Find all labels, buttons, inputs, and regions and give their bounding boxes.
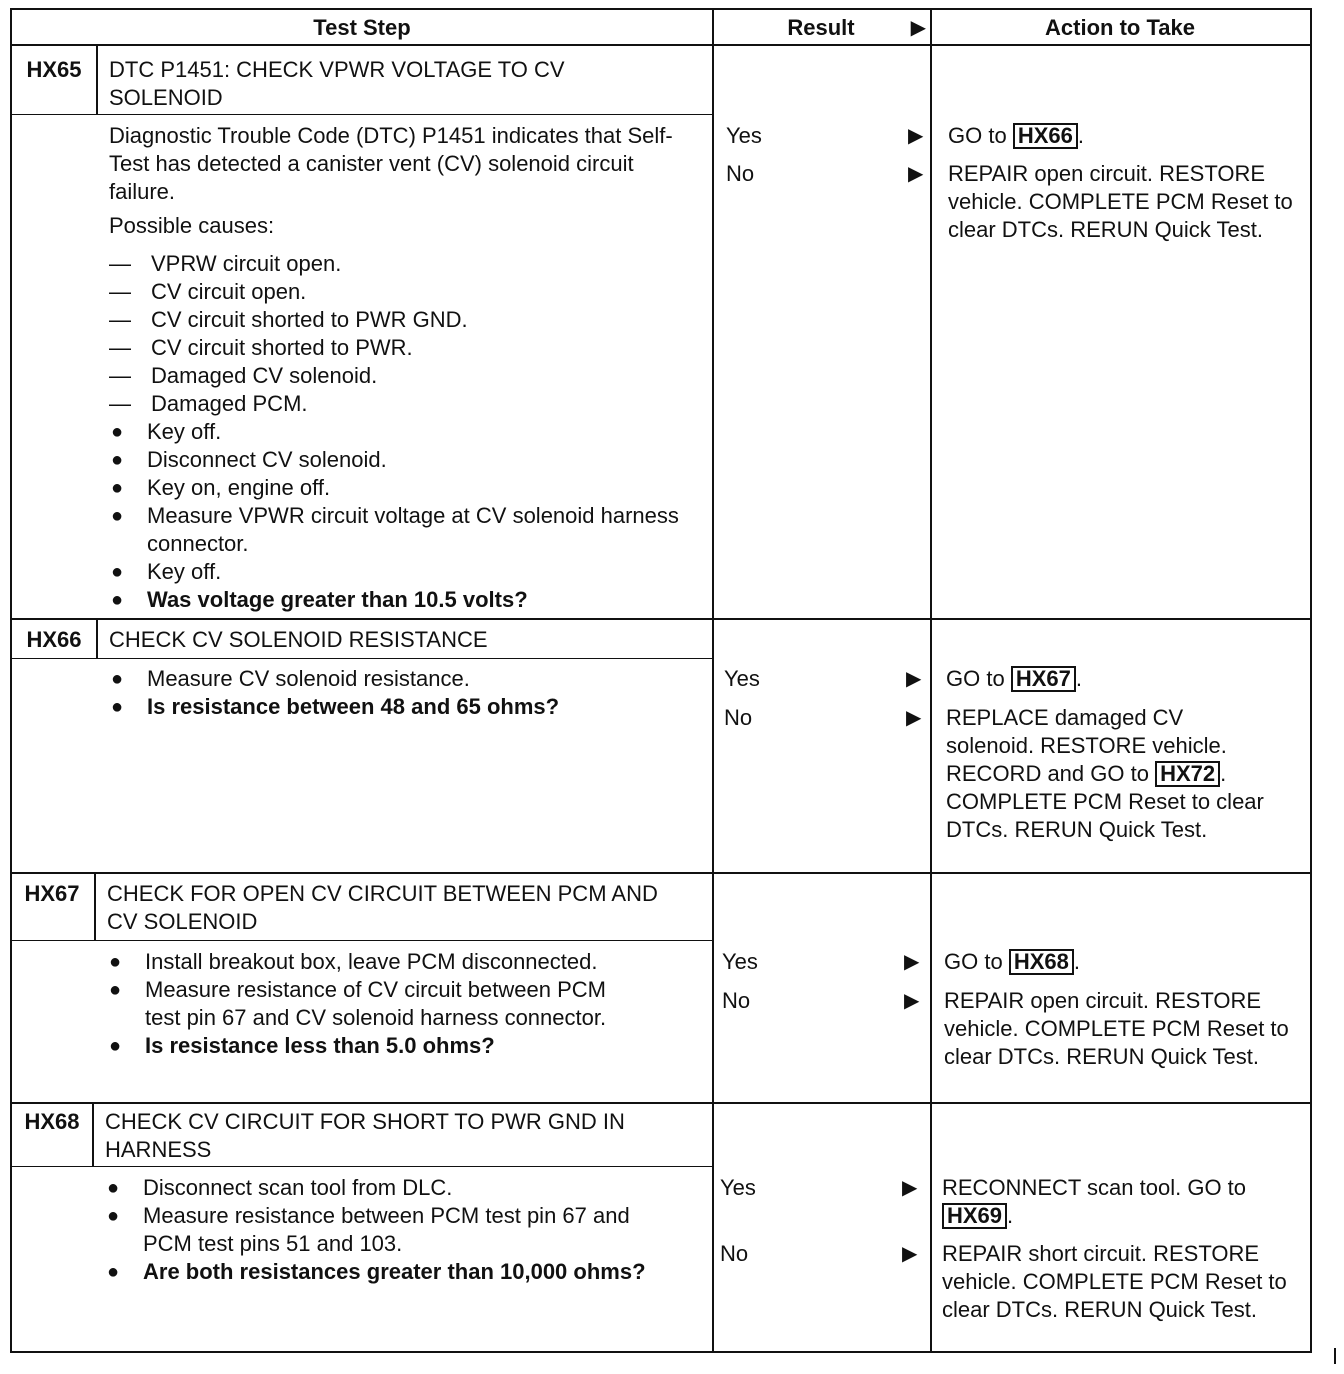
bullet-question: ● Is resistance between 48 and 65 ohms? bbox=[111, 694, 560, 719]
header-result-label: Result bbox=[787, 15, 855, 40]
result-no: No bbox=[724, 705, 753, 730]
step-id: HX66 bbox=[26, 627, 82, 652]
dash-icon: — bbox=[109, 363, 131, 388]
arrow-icon: ▶ bbox=[908, 125, 924, 147]
bullet-item: ● Measure resistance of CV circuit between PCM test pin 67 and CV solenoid harness connector. bbox=[109, 977, 607, 1030]
bullet-icon: ● bbox=[107, 1261, 120, 1283]
step-body bbox=[107, 948, 707, 1060]
bullet-icon: ● bbox=[111, 696, 124, 718]
step-title-rule bbox=[12, 940, 712, 941]
step-body bbox=[109, 665, 699, 721]
result-yes: Yes bbox=[720, 1175, 756, 1200]
dash-icon: — bbox=[109, 391, 131, 416]
diagnostic-table bbox=[10, 8, 1312, 1353]
step-title: CHECK CV SOLENOID RESISTANCE bbox=[109, 627, 488, 652]
bullet-icon: ● bbox=[111, 421, 124, 443]
bullet-item: ● Key off. bbox=[111, 559, 222, 584]
step-title: CHECK CV CIRCUIT FOR SHORT TO PWR GND IN HARNESS bbox=[105, 1109, 625, 1162]
step-divider bbox=[12, 872, 1310, 874]
step-body bbox=[109, 122, 699, 614]
cause-item: — Damaged CV solenoid. bbox=[109, 363, 378, 388]
result-no: No bbox=[720, 1241, 749, 1266]
step-link-HX72[interactable]: HX72 bbox=[1155, 761, 1220, 787]
action-yes: GO to HX68 . bbox=[944, 949, 1080, 974]
margin-mark bbox=[1334, 1348, 1336, 1364]
causes-label: Possible causes: bbox=[109, 213, 275, 238]
action-no: REPLACE damaged CV solenoid. RESTORE vehicle. RECORD and GO to HX72 . COMPLETE PCM Reset to clear DTCs. RERUN Quick Test. bbox=[946, 705, 1264, 842]
step-intro: Diagnostic Trouble Code (DTC) P1451 indicates that Self-Test has detected a canister vent (CV) solenoid circuit failure. bbox=[109, 123, 673, 204]
bullet-icon: ● bbox=[111, 477, 124, 499]
column-divider-result bbox=[712, 10, 714, 1351]
bullet-question: ● Is resistance less than 5.0 ohms? bbox=[109, 1033, 495, 1058]
header-action bbox=[930, 10, 1310, 46]
header-action-label: Action to Take bbox=[1045, 15, 1195, 40]
bullet-icon: ● bbox=[107, 1177, 120, 1199]
action-no: REPAIR short circuit. RESTORE vehicle. COMPLETE PCM Reset to clear DTCs. RERUN Quick Test. bbox=[942, 1241, 1287, 1322]
cause-item: — VPRW circuit open. bbox=[109, 251, 342, 276]
arrow-icon: ▶ bbox=[904, 951, 920, 973]
header-arrow-icon: ▶ bbox=[910, 17, 926, 39]
cause-item: — CV circuit shorted to PWR. bbox=[109, 335, 413, 360]
bullet-icon: ● bbox=[111, 449, 124, 471]
bullet-icon: ● bbox=[109, 1035, 122, 1057]
step-body bbox=[105, 1174, 705, 1286]
bullet-item: ● Measure resistance between PCM test pin 67 and PCM test pins 51 and 103. bbox=[107, 1203, 630, 1256]
step-link-HX68[interactable]: HX68 bbox=[1009, 949, 1074, 975]
bullet-icon: ● bbox=[107, 1205, 120, 1227]
bullet-question: ● Was voltage greater than 10.5 volts? bbox=[111, 587, 528, 612]
result-no: No bbox=[722, 988, 751, 1013]
arrow-icon: ▶ bbox=[906, 707, 922, 729]
column-divider-action bbox=[930, 10, 932, 1351]
arrow-icon: ▶ bbox=[906, 668, 922, 690]
step-title-rule bbox=[12, 658, 712, 659]
step-id-divider bbox=[94, 872, 96, 940]
arrow-icon: ▶ bbox=[908, 163, 924, 185]
dash-icon: — bbox=[109, 335, 131, 360]
dash-icon: — bbox=[109, 307, 131, 332]
step-id: HX67 bbox=[24, 881, 80, 906]
bullet-icon: ● bbox=[111, 668, 124, 690]
step-title-rule bbox=[12, 1166, 712, 1167]
bullet-icon: ● bbox=[109, 979, 122, 1001]
action-yes: RECONNECT scan tool. GO to HX69 . bbox=[942, 1175, 1247, 1228]
step-title: DTC P1451: CHECK VPWR VOLTAGE TO CV SOLENOID bbox=[109, 57, 565, 110]
bullet-item: ● Disconnect CV solenoid. bbox=[111, 447, 387, 472]
action-no: REPAIR open circuit. RESTORE vehicle. COMPLETE PCM Reset to clear DTCs. RERUN Quick Test. bbox=[944, 988, 1289, 1069]
bullet-question: ● Are both resistances greater than 10,000 ohms? bbox=[107, 1259, 646, 1284]
step-id-divider bbox=[96, 46, 98, 114]
bullet-item: ● Key on, engine off. bbox=[111, 475, 331, 500]
bullet-item: ● Install breakout box, leave PCM disconnected. bbox=[109, 949, 598, 974]
bullet-icon: ● bbox=[111, 505, 124, 527]
step-link-HX66[interactable]: HX66 bbox=[1013, 123, 1078, 149]
result-yes: Yes bbox=[726, 123, 762, 148]
dash-icon: — bbox=[109, 251, 131, 276]
bullet-item: ● Measure CV solenoid resistance. bbox=[111, 666, 470, 691]
bullet-item: ● Key off. bbox=[111, 419, 222, 444]
result-yes: Yes bbox=[724, 666, 760, 691]
action-yes: GO to HX67 . bbox=[946, 666, 1082, 691]
result-yes: Yes bbox=[722, 949, 758, 974]
arrow-icon: ▶ bbox=[904, 990, 920, 1012]
action-no: REPAIR open circuit. RESTORE vehicle. COMPLETE PCM Reset to clear DTCs. RERUN Quick Test. bbox=[948, 161, 1293, 242]
header-test-step-label: Test Step bbox=[313, 15, 411, 40]
cause-item: — CV circuit open. bbox=[109, 279, 307, 304]
step-title-rule bbox=[12, 114, 712, 115]
step-id-divider bbox=[92, 1102, 94, 1166]
bullet-icon: ● bbox=[111, 561, 124, 583]
bullet-item: ● Measure VPWR circuit voltage at CV solenoid harness connector. bbox=[111, 503, 679, 556]
header-test-step bbox=[12, 10, 712, 46]
result-no: No bbox=[726, 161, 755, 186]
bullet-item: ● Disconnect scan tool from DLC. bbox=[107, 1175, 453, 1200]
step-title: CHECK FOR OPEN CV CIRCUIT BETWEEN PCM AND CV SOLENOID bbox=[107, 881, 658, 934]
dash-icon: — bbox=[109, 279, 131, 304]
bullet-icon: ● bbox=[111, 589, 124, 611]
step-link-HX69[interactable]: HX69 bbox=[942, 1203, 1007, 1229]
step-id: HX65 bbox=[26, 57, 82, 82]
step-divider bbox=[12, 618, 1310, 620]
cause-item: — Damaged PCM. bbox=[109, 391, 308, 416]
arrow-icon: ▶ bbox=[902, 1177, 918, 1199]
step-id: HX68 bbox=[24, 1109, 80, 1134]
step-divider bbox=[12, 1102, 1310, 1104]
header-result bbox=[712, 10, 930, 46]
cause-item: — CV circuit shorted to PWR GND. bbox=[109, 307, 468, 332]
step-id-divider bbox=[96, 618, 98, 658]
step-link-HX67[interactable]: HX67 bbox=[1011, 666, 1076, 692]
action-yes: GO to HX66 . bbox=[948, 123, 1084, 148]
bullet-icon: ● bbox=[109, 951, 122, 973]
arrow-icon: ▶ bbox=[902, 1243, 918, 1265]
